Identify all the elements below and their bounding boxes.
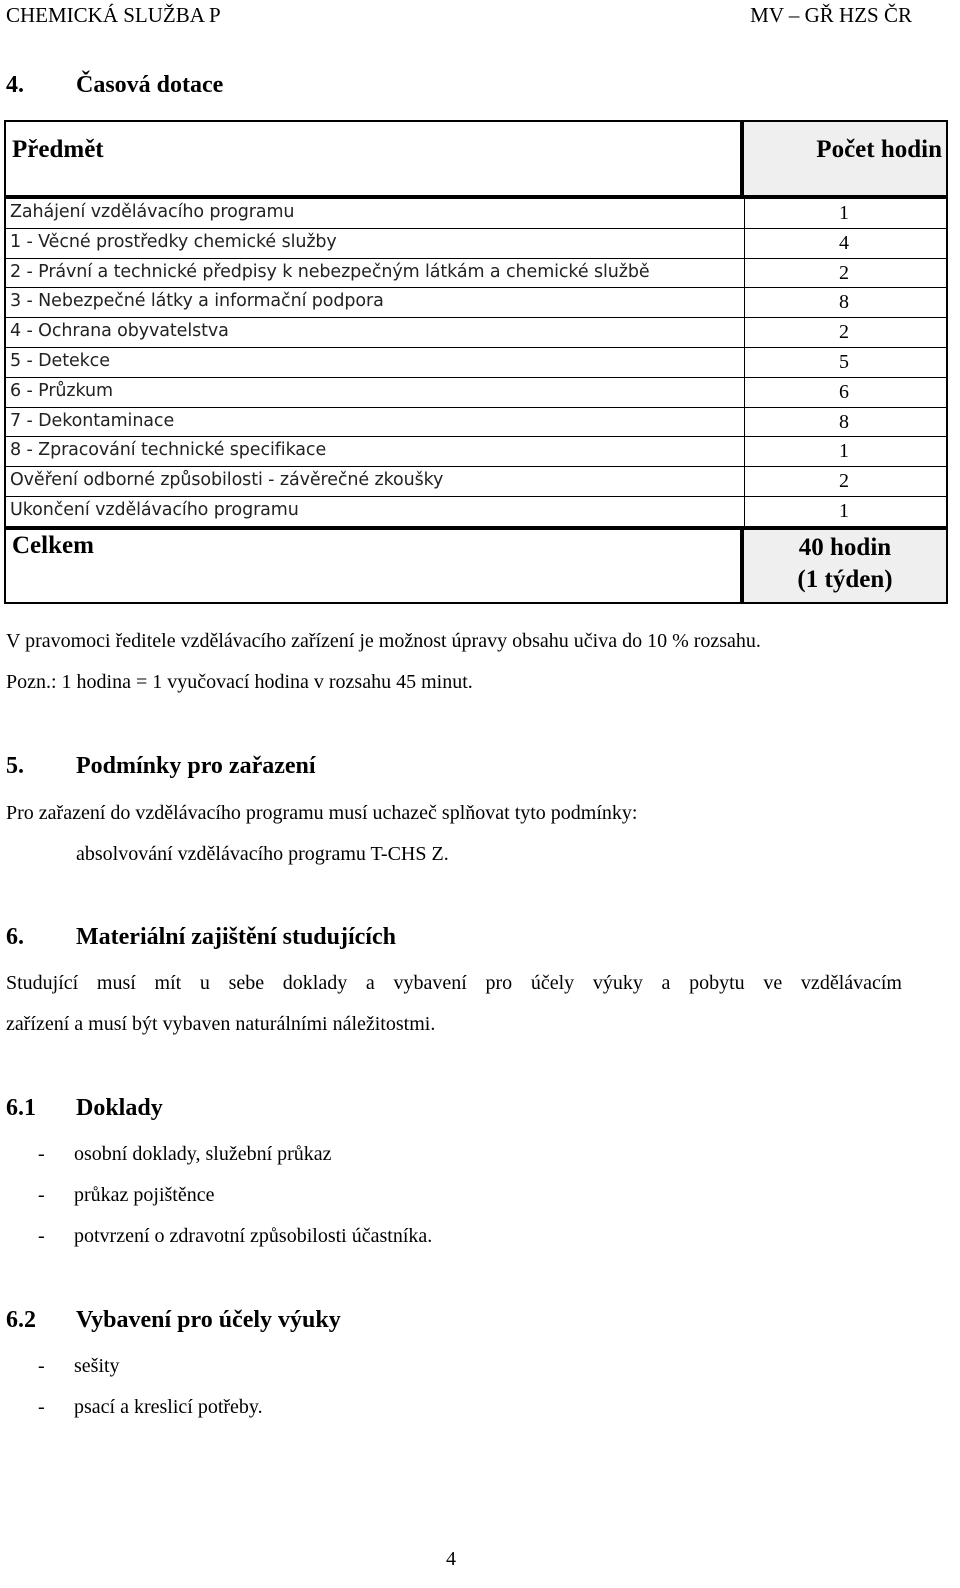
list-dash: - (38, 1225, 45, 1247)
table-body (6, 199, 946, 526)
section-4-heading (6, 72, 606, 102)
row-hours: 8 (839, 410, 849, 433)
section-6-1-number: 6.1 (6, 1095, 36, 1121)
section-6-heading (6, 924, 706, 954)
total-weeks: (1 týden) (797, 565, 893, 593)
table-row (6, 408, 946, 438)
section-5-heading (6, 753, 606, 783)
table-header (6, 122, 946, 199)
section-6-2-number: 6.2 (6, 1307, 36, 1333)
table-row (6, 467, 946, 497)
table-row (6, 378, 946, 408)
row-subject: Ukončení vzdělávacího programu (10, 499, 299, 520)
row-subject: 5 - Detekce (10, 350, 110, 371)
section-6-number: 6. (6, 924, 24, 950)
header-right: MV – GŘ HZS ČR (750, 3, 912, 27)
section-6-2-title: Vybavení pro účely výuky (76, 1307, 341, 1333)
section-5-requirement: absolvování vzdělávacího programu T-CHS Z. (76, 843, 449, 865)
table-row (6, 318, 946, 348)
list-dash: - (38, 1355, 45, 1377)
table-row (6, 437, 946, 467)
total-hours: 40 hodin (798, 533, 892, 561)
table-total-row (6, 526, 946, 602)
section-4-title: Časová dotace (76, 72, 224, 98)
row-subject: 2 - Právní a technické předpisy k nebezpečným látkám a chemické službě (10, 261, 650, 282)
row-hours: 2 (839, 470, 849, 493)
row-hours: 2 (839, 321, 849, 344)
document-item: potvrzení o zdravotní způsobilosti účastníka. (74, 1225, 433, 1247)
section-6-title: Materiální zajištění studujících (76, 924, 396, 950)
note-hour-definition: Pozn.: 1 hodina = 1 vyučovací hodina v rozsahu 45 minut. (6, 671, 473, 693)
row-hours: 4 (839, 231, 849, 254)
section-5-number: 5. (6, 753, 24, 779)
document-item: osobní doklady, služební průkaz (74, 1143, 332, 1165)
row-hours: 6 (839, 380, 849, 403)
table-row (6, 497, 946, 526)
section-6-1-title: Doklady (76, 1095, 163, 1121)
row-hours: 1 (839, 440, 849, 463)
row-subject: 4 - Ochrana obyvatelstva (10, 321, 229, 342)
section-5-title: Podmínky pro zařazení (76, 753, 316, 779)
row-subject: 8 - Zpracování technické specifikace (10, 440, 327, 461)
row-hours: 1 (839, 202, 849, 224)
row-subject: 1 - Věcné prostředky chemické služby (10, 231, 337, 252)
section-6-2-heading (6, 1307, 606, 1337)
row-hours: 2 (839, 261, 849, 284)
equipment-item: sešity (74, 1355, 120, 1377)
time-allocation-table (4, 120, 948, 604)
equipment-item: psací a kreslicí potřeby. (74, 1396, 263, 1418)
list-dash: - (38, 1143, 45, 1165)
section-4-number: 4. (6, 72, 24, 98)
table-row (6, 288, 946, 318)
total-label: Celkem (12, 531, 94, 559)
section-6-text-line1: Studující musí mít u sebe doklady a vybavení pro účely výuky a pobytu ve vzdělávacím (6, 972, 902, 994)
row-subject: Ověření odborné způsobilosti - závěrečné zkoušky (10, 470, 444, 491)
section-6-text-line2: zařízení a musí být vybaven naturálními náležitostmi. (6, 1013, 436, 1035)
section-6-1-heading (6, 1095, 606, 1125)
row-hours: 5 (839, 350, 849, 373)
row-subject: Zahájení vzdělávacího programu (10, 202, 295, 222)
row-subject: 3 - Nebezpečné látky a informační podpora (10, 291, 384, 312)
section-5-text: Pro zařazení do vzdělávacího programu musí uchazeč splňovat tyto podmínky: (6, 802, 638, 824)
list-dash: - (38, 1184, 45, 1206)
column-subject: Předmět (12, 136, 104, 163)
table-row (6, 259, 946, 289)
document-item: průkaz pojištěnce (74, 1184, 215, 1206)
row-subject: 7 - Dekontaminace (10, 410, 175, 431)
list-dash: - (38, 1396, 45, 1418)
table-row (6, 229, 946, 259)
header-left: CHEMICKÁ SLUŽBA P (6, 3, 221, 27)
row-hours: 8 (839, 291, 849, 314)
row-hours: 1 (839, 499, 849, 522)
row-subject: 6 - Průzkum (10, 380, 113, 401)
table-row (6, 199, 946, 229)
page-number: 4 (446, 1548, 456, 1570)
note-authority: V pravomoci ředitele vzdělávacího zařízení je možnost úpravy obsahu učiva do 10 % rozsahu. (6, 630, 761, 652)
table-row (6, 348, 946, 378)
column-hours: Počet hodin (816, 136, 942, 163)
